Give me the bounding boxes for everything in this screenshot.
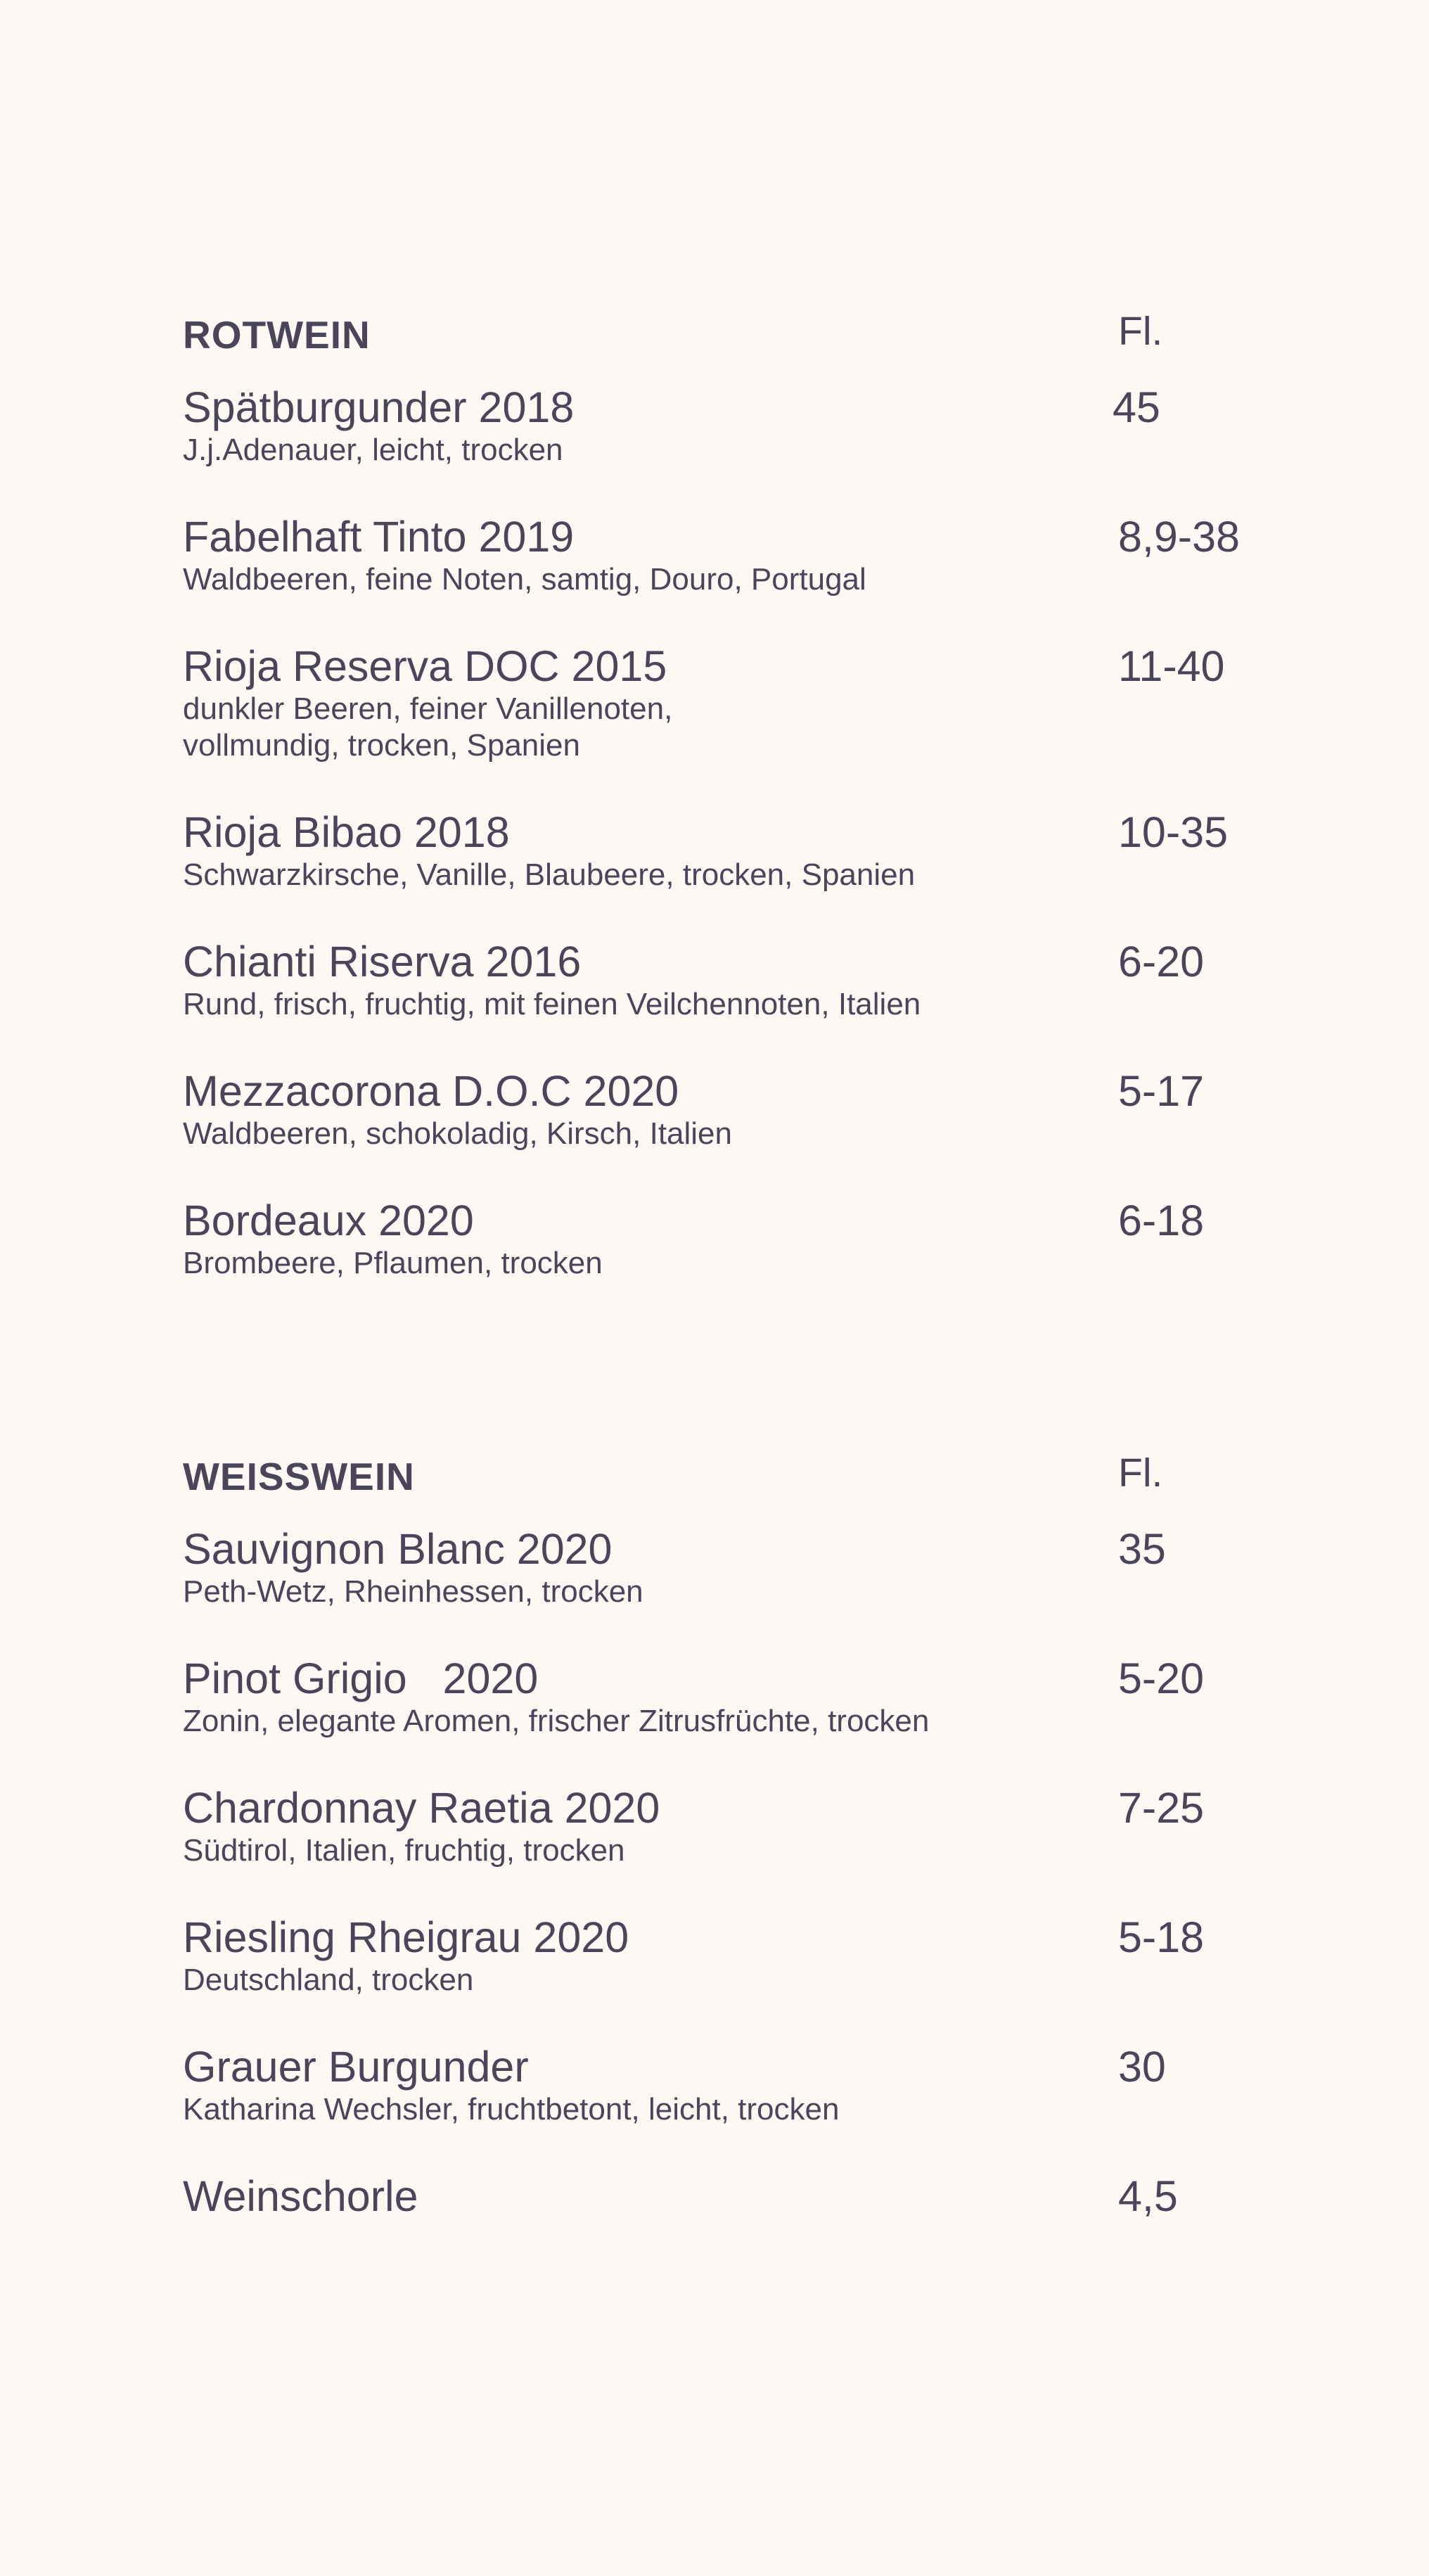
wine-price: 10-35 bbox=[1118, 808, 1229, 856]
wine-name: Bordeaux 2020 bbox=[183, 1197, 474, 1244]
wine-name: Riesling Rheigrau 2020 bbox=[183, 1913, 629, 1961]
wine-item bbox=[183, 512, 1266, 598]
wine-price: 5-20 bbox=[1118, 1654, 1205, 1702]
wine-name: Chianti Riserva 2016 bbox=[183, 938, 582, 986]
section-weisswein bbox=[183, 1446, 1266, 2264]
wine-item bbox=[183, 1654, 1266, 1740]
wine-price: 7-25 bbox=[1118, 1784, 1205, 1832]
section-rotwein bbox=[183, 304, 1266, 1325]
wine-name: Rioja Bibao 2018 bbox=[183, 808, 510, 856]
wine-description: Südtirol, Italien, fruchtig, trocken bbox=[183, 1833, 625, 1868]
wine-description: Rund, frisch, fruchtig, mit feinen Veilchennoten, Italien bbox=[183, 987, 921, 1021]
wine-description: Peth-Wetz, Rheinhessen, trocken bbox=[183, 1574, 643, 1609]
wine-name: Rioja Reserva DOC 2015 bbox=[183, 642, 667, 690]
wine-item bbox=[183, 1913, 1266, 1998]
wine-price: 30 bbox=[1118, 2043, 1166, 2091]
wine-description: Schwarzkirsche, Vanille, Blaubeere, trocken, Spanien bbox=[183, 857, 916, 892]
wine-item bbox=[183, 2172, 1266, 2221]
wine-description: Katharina Wechsler, fruchtbetont, leicht, trocken bbox=[183, 2092, 840, 2127]
wine-price: 5-18 bbox=[1118, 1913, 1205, 1961]
section-title: ROTWEIN bbox=[183, 313, 371, 357]
wine-price: 35 bbox=[1118, 1525, 1166, 1573]
wine-description: dunkler Beeren, feiner Vanillenoten, vollmundig, trocken, Spanien bbox=[183, 691, 673, 763]
wine-description: Waldbeeren, schokoladig, Kirsch, Italien bbox=[183, 1116, 732, 1151]
price-unit-label: Fl. bbox=[1118, 309, 1163, 354]
section-header bbox=[183, 304, 1266, 367]
wine-name: Weinschorle bbox=[183, 2172, 418, 2220]
price-unit-label: Fl. bbox=[1118, 1450, 1163, 1496]
wine-price: 8,9-38 bbox=[1118, 513, 1240, 561]
wine-item bbox=[183, 2042, 1266, 2128]
wine-item bbox=[183, 937, 1266, 1023]
wine-description: J.j.Adenauer, leicht, trocken bbox=[183, 433, 563, 467]
wine-description: Deutschland, trocken bbox=[183, 1963, 474, 1997]
wine-name: Mezzacorona D.O.C 2020 bbox=[183, 1067, 679, 1115]
wine-price: 45 bbox=[1113, 383, 1160, 431]
wine-name: Chardonnay Raetia 2020 bbox=[183, 1784, 660, 1832]
wine-description: Waldbeeren, feine Noten, samtig, Douro, Portugal bbox=[183, 562, 866, 597]
wine-name: Pinot Grigio 2020 bbox=[183, 1654, 539, 1702]
wine-description: Brombeere, Pflaumen, trocken bbox=[183, 1246, 603, 1280]
wine-price: 4,5 bbox=[1118, 2172, 1178, 2220]
section-header bbox=[183, 1446, 1266, 1509]
wine-item bbox=[183, 383, 1266, 468]
wine-price: 5-17 bbox=[1118, 1067, 1205, 1115]
wine-name: Fabelhaft Tinto 2019 bbox=[183, 513, 575, 561]
wine-description: Zonin, elegante Aromen, frischer Zitrusfrüchte, trocken bbox=[183, 1704, 930, 1738]
wine-price: 11-40 bbox=[1118, 642, 1225, 690]
wine-item bbox=[183, 1783, 1266, 1869]
wine-list bbox=[183, 383, 1266, 1282]
wine-price: 6-20 bbox=[1118, 938, 1205, 986]
wine-item bbox=[183, 642, 1266, 764]
wine-name: Grauer Burgunder bbox=[183, 2043, 529, 2091]
section-title: WEISSWEIN bbox=[183, 1455, 415, 1498]
wine-name: Sauvignon Blanc 2020 bbox=[183, 1525, 613, 1573]
wine-name: Spätburgunder 2018 bbox=[183, 383, 575, 431]
wine-item bbox=[183, 808, 1266, 893]
wine-item bbox=[183, 1066, 1266, 1152]
wine-list bbox=[183, 1524, 1266, 2221]
wine-price: 6-18 bbox=[1118, 1197, 1205, 1244]
wine-item bbox=[183, 1524, 1266, 1610]
wine-item bbox=[183, 1196, 1266, 1282]
